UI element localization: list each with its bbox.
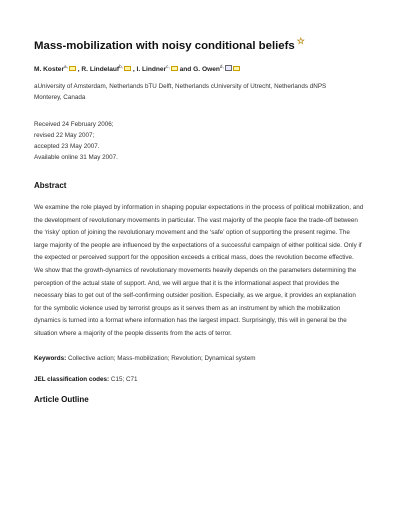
abstract-text: We examine the role played by information in shaping popular expectations in the process of political mobilization, and the development of revolutionary movements in particular. The vast majority of the people face the trade-off between the ‘risky’ option of joining the revolutionary movement and the ‘safe’ option of supporting the present regime. The large majority of the people are influenced by the expectations of a successful campaign of either political side. Only if the expected or perceived support for the opposition exceeds a critical mass, does the revolution become effective. We show that the growth-dynamics of revolutionary movements heavily depends on the parameters determining the perception of the actual state of support. And, we will argue that it is the informational aspect that provides the necessary bias to get out of the self-confirming outsider position. Especially, as we argue, it provides an explanation for the symbolic violence used by terrorist groups as it serves them as an instrument by which the mobilization dynamics is turned into a format where information has the largest impact. Surprisingly, this will in general be the situation where a majority of the people dissents from the acts of terror. [34,203,364,337]
history-accepted: accepted 23 May 2007. [34,142,100,150]
abstract-heading: Abstract [34,180,67,190]
history-revised: revised 22 May 2007; [34,131,95,139]
jel-value: C15; C71 [110,375,138,383]
author-lindelauf[interactable]: , R. Lindelauf$^{b,}$ [78,66,131,73]
title-text: Mass-mobilization with noisy conditional beliefs [34,39,295,52]
email-icon[interactable] [171,66,178,71]
outline-heading: Article Outline [34,394,89,404]
email-icon[interactable] [69,66,76,71]
jel-label: JEL classification codes: [34,375,110,383]
keywords-list: Collective action; Mass-mobilization; Revolution; Dynamical system [67,354,256,362]
history-received: Received 24 February 2006; [34,120,114,128]
jel-codes [34,374,368,385]
keywords-label: Keywords: [34,354,67,362]
affiliations: aUniversity of Amsterdam, Netherlands bTU Delft, Netherlands cUniversity of Utrecht, Netherlands dNPS Monterey, Canada [34,82,327,101]
keywords [34,353,368,364]
email-icon[interactable] [233,66,240,71]
homepage-icon[interactable] [225,65,232,71]
email-icon[interactable] [124,66,131,71]
author-koster[interactable]: M. Koster$^{a,}$ [34,66,76,73]
author-lindner[interactable]: , I. Lindner$^{c,}$ [133,66,178,73]
history-online: Available online 31 May 2007. [34,153,118,161]
article-history [34,119,368,163]
author-list [34,64,368,73]
star-icon[interactable]: ☆ [296,36,305,46]
author-owen[interactable]: and G. Owen$^{d,}$ [180,66,240,73]
article-title [34,36,368,52]
